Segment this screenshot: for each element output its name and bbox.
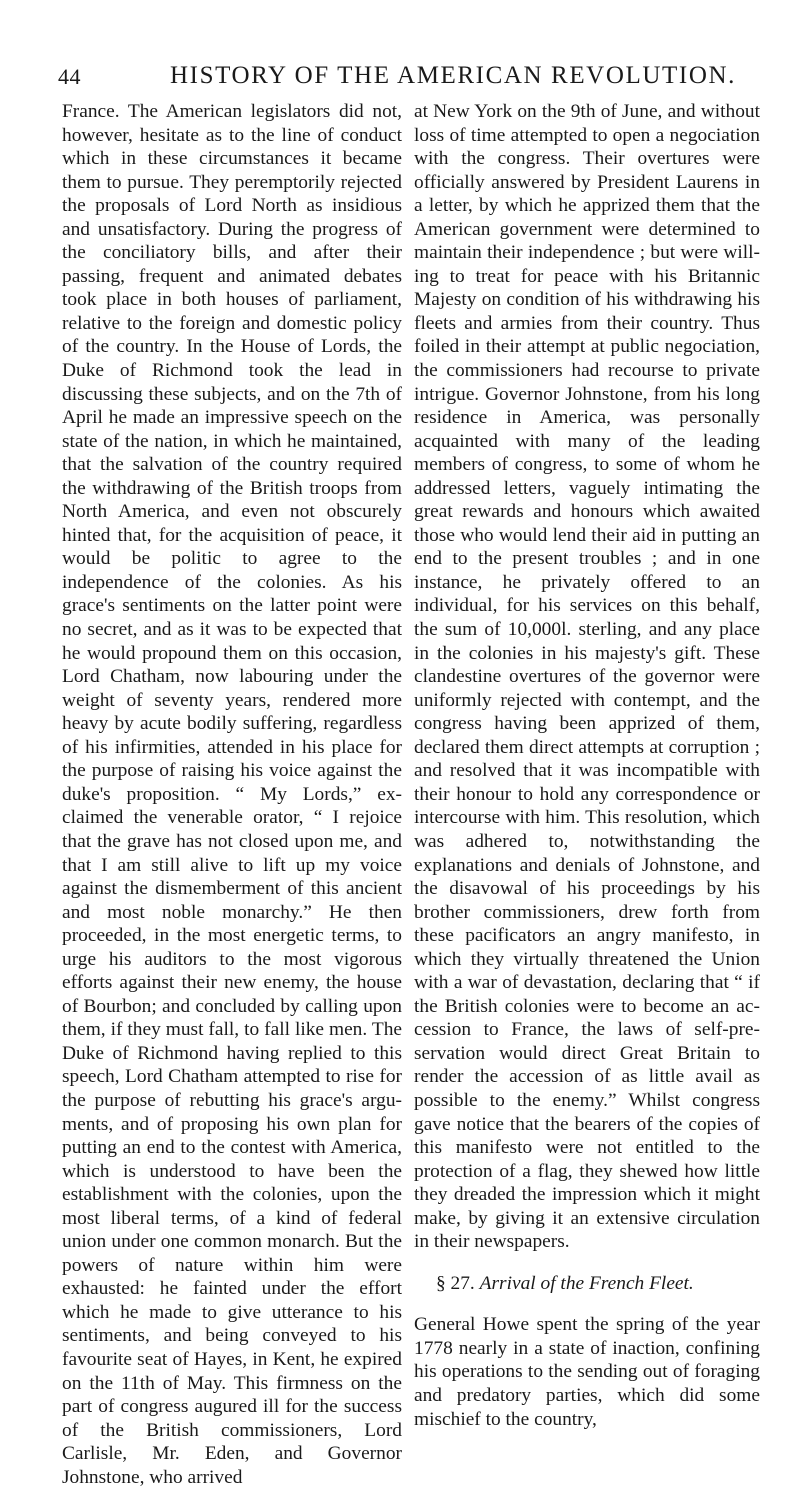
section-title: Arrival of the French Fleet. — [479, 1272, 694, 1294]
right-column-paragraph-1: at New York on the 9th of June, and without loss of time attempted to open a negociation with the congress. Their overtures were officially answered by President Laurens in a letter, by which he apprized them that the American government were determined to maintain their independence ; but were willing to treat for peace with his Britannic Majesty on condition of his withdrawing his fleets and armies from their country. Thus foiled in their attempt at public negociation, the commissioners had recourse to private intrigue. Governor Johnstone, from his long residence in America, was personally acquainted with many of the leading members of congress, to some of whom he addressed letters, vaguely intimating the great rewards and honours which awaited those who would lend their aid in putting an end to the present troubles ; and in one instance, he privately offered to an individual, for his services on this behalf, the sum of 10,000l. sterling, and any place in the colonies in his majesty's gift. These clandestine overtures of the governor were uniformly rejected with contempt, and the congress having been apprized of them, declared them direct attempts at corruption ; and resolved that it was incompatible with their honour to hold any correspondence or intercourse with him. This resolution, which was adhered to, notwithstanding the explanations and denials of Johnstone, and the disavowal of his proceedings by his brother commissioners, drew forth from these pacificators an angry manifesto, in which they virtually threatened the Union with a war of devastation, declaring that “ if the British colonies were to become an accession to France, the laws of self-preservation would direct Great Britain to render the accession of as little avail as possible to the enemy.” Whilst congress gave notice that the bearers of the copies of this manifesto were not entitled to the protection of a flag, they shewed how little they dreaded the impression which it might make, by giving it an extensive circulation in their newspapers. — [414, 101, 760, 1253]
left-column — [62, 100, 402, 1489]
right-column — [414, 100, 760, 1431]
left-column-paragraph: France. The American legislators did not, however, hesitate as to the line of conduct which in these circumstances it became them to pursue. They peremptorily rejected the proposals of Lord North as insidious and unsatisfactory. During the progress of the conciliatory bills, and after their passing, frequent and animated debates took place in both houses of parliament, relative to the foreign and domestic policy of the country. In the House of Lords, the Duke of Richmond took the lead in discussing these subjects, and on the 7th of April he made an impressive speech on the state of the nation, in which he maintained, that the salvation of the country required the withdrawing of the British troops from North America, and even not obscurely hinted that, for the acquisition of peace, it would be politic to agree to the independence of the colonies. As his grace's sentiments on the latter point were no secret, and as it was to be expected that he would propound them on this occasion, Lord Chatham, now labouring under the weight of seventy years, rendered more heavy by acute bodily suffering, regardless of his infirmities, attended in his place for the purpose of raising his voice against the duke's proposition. “ My Lords,” exclaimed the venerable orator, “ I rejoice that the grave has not closed upon me, and that I am still alive to lift up my voice against the dismemberment of this ancient and most noble monarchy.” He then proceeded, in the most energetic terms, to urge his auditors to the most vigorous efforts against their new enemy, the house of Bourbon; and concluded by calling upon them, if they must fall, to fall like men. The Duke of Richmond having replied to this speech, Lord Chatham attempted to rise for the purpose of rebutting his grace's arguments, and of proposing his own plan for putting an end to the contest with America, which is understood to have been the establishment with the colonies, upon the most liberal terms, of a kind of federal union under one common monarch. But the powers of nature within him were exhausted: he fainted under the effort which he made to give utterance to his sentiments, and being conveyed to his favourite seat of Hayes, in Kent, he expired on the 11th of May. This firmness on the part of congress augured ill for the success of the British commissioners, Lord Carlisle, Mr. Eden, and Governor Johnstone, who arrived — [62, 101, 402, 1488]
page-header — [58, 58, 738, 98]
section-number: § 27. — [436, 1272, 475, 1294]
right-column-paragraph-2: General Howe spent the spring of the year 1778 nearly in a state of inaction, confining his operations to the sending out of foraging and predatory parties, which did some mischief to the country, — [414, 1314, 760, 1430]
running-title: HISTORY OF THE AMERICAN REVOLUTION. — [170, 62, 736, 89]
page-number: 44 — [58, 64, 81, 89]
section-heading — [414, 1272, 760, 1296]
